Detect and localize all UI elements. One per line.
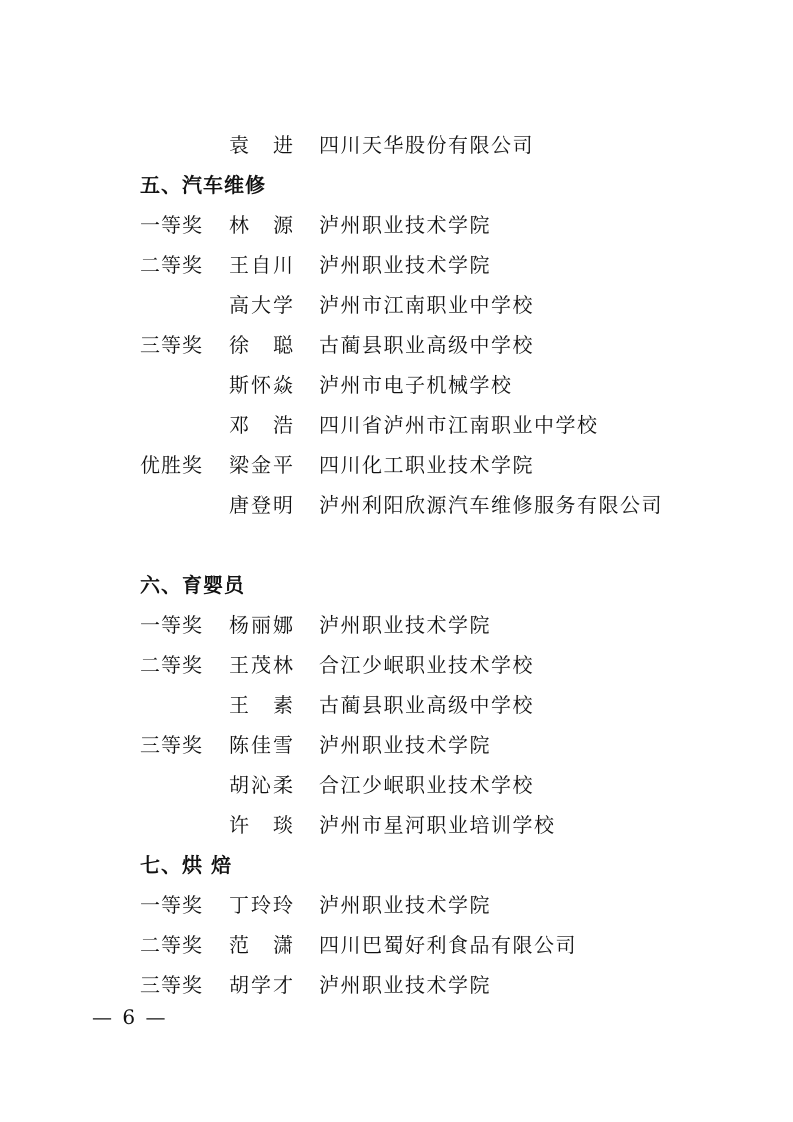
winner-name: 丁玲玲	[229, 893, 293, 917]
award-level: 三等奖	[140, 733, 203, 757]
award-row	[0, 610, 793, 640]
section-heading: 六、育婴员	[140, 573, 245, 597]
award-row	[0, 490, 793, 520]
winner-organization: 四川天华股份有限公司	[319, 133, 534, 157]
winner-organization: 泸州职业技术学院	[319, 893, 491, 917]
winner-organization: 泸州市电子机械学校	[319, 373, 513, 397]
award-row	[0, 130, 793, 160]
winner-name: 许 琰	[229, 813, 293, 837]
winner-name: 胡沁柔	[229, 773, 293, 797]
winner-name: 邓 浩	[229, 413, 293, 437]
winner-name: 斯怀焱	[229, 373, 293, 397]
winner-organization: 四川巴蜀好利食品有限公司	[319, 933, 577, 957]
winner-name: 胡学才	[229, 973, 293, 997]
award-row	[0, 770, 793, 800]
winner-organization: 泸州利阳欣源汽车维修服务有限公司	[319, 493, 663, 517]
winner-organization: 古蔺县职业高级中学校	[319, 693, 534, 717]
winner-name: 王 素	[229, 693, 293, 717]
winner-organization: 泸州职业技术学院	[319, 733, 491, 757]
award-level: 一等奖	[140, 613, 203, 637]
page-number: — 6 —	[92, 1005, 168, 1029]
award-row	[0, 930, 793, 960]
winner-organization: 泸州职业技术学院	[319, 213, 491, 237]
winner-organization: 四川省泸州市江南职业中学校	[319, 413, 599, 437]
award-level: 二等奖	[140, 253, 203, 277]
winner-name: 王自川	[229, 253, 293, 277]
section-heading: 五、汽车维修	[140, 173, 266, 197]
section-heading: 七、烘 焙	[140, 853, 232, 877]
winner-organization: 合江少岷职业技术学校	[319, 773, 534, 797]
winner-organization: 泸州市星河职业培训学校	[319, 813, 556, 837]
winner-name: 梁金平	[229, 453, 293, 477]
award-level: 三等奖	[140, 333, 203, 357]
winner-organization: 合江少岷职业技术学校	[319, 653, 534, 677]
winner-name: 范 潇	[229, 933, 293, 957]
award-level: 一等奖	[140, 893, 203, 917]
award-row	[0, 210, 793, 240]
winner-organization: 四川化工职业技术学院	[319, 453, 534, 477]
award-level: 一等奖	[140, 213, 203, 237]
winner-organization: 泸州职业技术学院	[319, 613, 491, 637]
award-row	[0, 410, 793, 440]
award-row	[0, 650, 793, 680]
award-row	[0, 970, 793, 1000]
award-row	[0, 450, 793, 480]
winner-organization: 泸州职业技术学院	[319, 973, 491, 997]
award-row	[0, 250, 793, 280]
award-level: 三等奖	[140, 973, 203, 997]
winner-name: 陈佳雪	[229, 733, 293, 757]
award-row	[0, 370, 793, 400]
winner-name: 高大学	[229, 293, 293, 317]
winner-name: 徐 聪	[229, 333, 293, 357]
award-level: 二等奖	[140, 653, 203, 677]
award-row	[0, 690, 793, 720]
winner-name: 杨丽娜	[229, 613, 293, 637]
winner-name: 袁 进	[229, 133, 293, 157]
award-row	[0, 810, 793, 840]
winner-name: 林 源	[229, 213, 293, 237]
winner-name: 唐登明	[229, 493, 293, 517]
winner-organization: 古蔺县职业高级中学校	[319, 333, 534, 357]
award-row	[0, 330, 793, 360]
winner-name: 王茂林	[229, 653, 293, 677]
winner-organization: 泸州市江南职业中学校	[319, 293, 534, 317]
award-level: 二等奖	[140, 933, 203, 957]
winner-organization: 泸州职业技术学院	[319, 253, 491, 277]
award-level: 优胜奖	[140, 453, 203, 477]
award-row	[0, 890, 793, 920]
award-row	[0, 290, 793, 320]
award-row	[0, 730, 793, 760]
